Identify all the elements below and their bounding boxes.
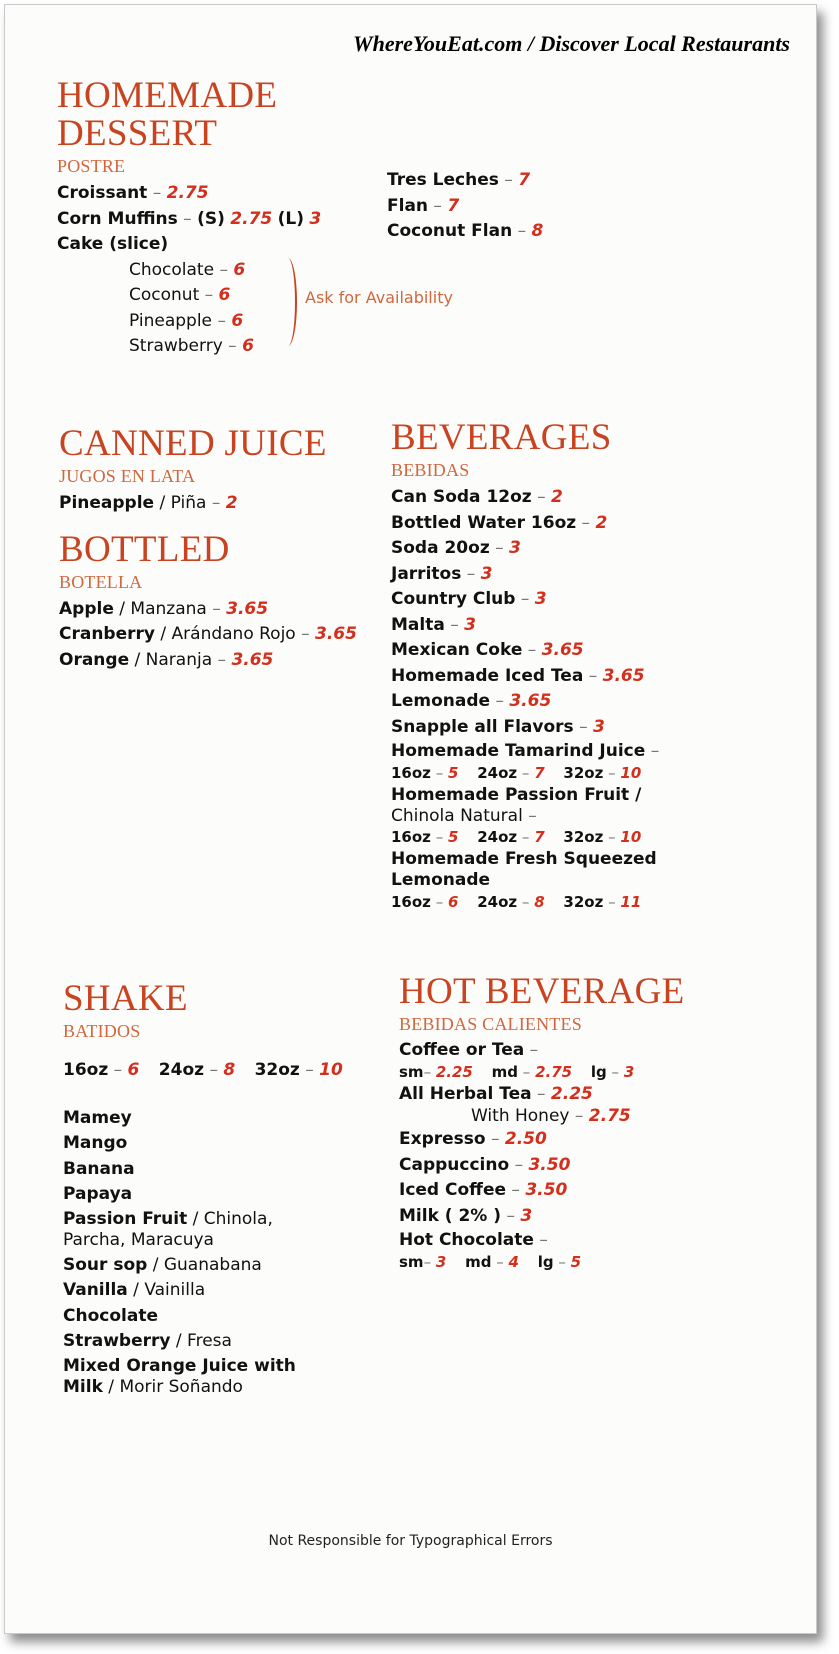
menu-item: Cappuccino – 3.50 — [399, 1154, 571, 1175]
cake-flavor: Chocolate – 6 — [129, 259, 246, 280]
site-watermark: WhereYouEat.com / Discover Local Restaurants — [353, 31, 790, 56]
menu-item: Country Club – 3 — [391, 589, 547, 609]
hot-beverage-subtitle: BEBIDAS CALIENTES — [399, 1014, 582, 1034]
availability-note: Ask for Availability — [305, 287, 453, 307]
shake-section — [63, 980, 343, 1397]
dessert-column-right — [387, 168, 543, 245]
menu-item: Snapple all Flavors – 3 — [391, 716, 605, 737]
canned-juice-title: CANNED JUICE — [59, 423, 327, 464]
beverages-title: BEVERAGES — [391, 417, 612, 458]
menu-item: Lemonade — [391, 870, 491, 890]
menu-item: With Honey – 2.75 — [471, 1106, 631, 1126]
menu-item: Flan – 7 — [387, 195, 460, 216]
shake-flavor: Milk / Morir Soñando — [63, 1376, 243, 1397]
shake-flavor: Vanilla / Vainilla — [63, 1280, 206, 1300]
shake-flavor: Mamey — [63, 1107, 132, 1128]
shake-flavor: Papaya — [63, 1184, 133, 1204]
cake-flavor: Strawberry – 6 — [129, 336, 254, 356]
menu-item: Homemade Tamarind Juice – — [391, 741, 660, 761]
menu-item: Milk ( 2% ) – 3 — [399, 1205, 533, 1226]
menu-item: Jarritos – 3 — [391, 563, 493, 584]
size-prices: sm– 2.25 md – 2.75 lg – 3 — [399, 1063, 635, 1081]
menu-item: Lemonade – 3.65 — [391, 691, 552, 711]
menu-item: Homemade Iced Tea – 3.65 — [391, 665, 645, 686]
shake-flavor: Passion Fruit / Chinola, — [63, 1208, 273, 1229]
shake-flavor: Strawberry / Fresa — [63, 1331, 232, 1351]
canned-juice-section — [59, 425, 357, 673]
cake-flavor: Coconut – 6 — [129, 285, 231, 305]
beverages-subtitle: BEBIDAS — [391, 460, 470, 480]
menu-item: Cake (slice) — [57, 234, 169, 254]
shake-flavor: Mixed Orange Juice with — [63, 1355, 296, 1376]
menu-item: Coffee or Tea – — [399, 1040, 539, 1060]
shake-flavor: Mango — [63, 1133, 128, 1153]
hot-beverage-section — [399, 973, 685, 1273]
menu-item: Expresso – 2.50 — [399, 1129, 547, 1149]
size-prices: 16oz – 6 24oz – 8 32oz – 11 — [391, 893, 642, 911]
menu-item: Tres Leches – 7 — [387, 170, 531, 190]
cake-flavors — [57, 258, 453, 360]
menu-item: All Herbal Tea – 2.25 — [399, 1084, 593, 1104]
menu-item: Pineapple / Piña – 2 — [59, 493, 238, 513]
shake-flavor: Sour sop / Guanabana — [63, 1254, 262, 1275]
menu-item: Iced Coffee – 3.50 — [399, 1180, 568, 1200]
menu-item: Homemade Fresh Squeezed — [391, 849, 657, 869]
menu-item: Cranberry / Arándano Rojo – 3.65 — [59, 624, 357, 644]
menu-item: Soda 20oz – 3 — [391, 538, 521, 558]
disclaimer-footer: Not Responsible for Typographical Errors — [268, 1533, 553, 1549]
dessert-title-line1: HOMEMADE — [57, 75, 278, 116]
menu-item: Hot Chocolate – — [399, 1230, 548, 1250]
shake-flavor: Banana — [63, 1158, 135, 1179]
shake-flavor: Chocolate — [63, 1305, 158, 1326]
cake-flavor: Pineapple – 6 — [129, 310, 244, 331]
beverages-section — [391, 419, 659, 914]
menu-item: Homemade Passion Fruit / — [391, 785, 642, 805]
size-prices: sm– 3 md – 4 lg – 5 — [399, 1253, 582, 1271]
shake-subtitle: BATIDOS — [63, 1021, 141, 1041]
hot-beverage-title: HOT BEVERAGE — [399, 971, 685, 1012]
dessert-title-line2: DESSERT — [57, 113, 218, 154]
shake-title: SHAKE — [63, 978, 188, 1019]
bottled-title: BOTTLED — [59, 528, 230, 570]
menu-item: Mexican Coke – 3.65 — [391, 640, 584, 660]
size-prices: 16oz – 6 24oz – 8 32oz – 10 — [63, 1060, 343, 1080]
menu-item: Croissant – 2.75 — [57, 183, 209, 203]
menu-item: Malta – 3 — [391, 614, 476, 635]
menu-item: Apple / Manzana – 3.65 — [59, 598, 269, 619]
menu-item: Orange / Naranja – 3.65 — [59, 649, 274, 670]
canned-juice-subtitle: JUGOS EN LATA — [59, 466, 196, 486]
bottled-subtitle: BOTELLA — [59, 571, 143, 592]
menu-item: Coconut Flan – 8 — [387, 221, 544, 241]
menu-item: Can Soda 12oz – 2 — [391, 487, 563, 507]
menu-page — [4, 4, 817, 1634]
menu-item-spanish: Chinola Natural – — [391, 806, 537, 826]
size-prices: 16oz – 5 24oz – 7 32oz – 10 — [391, 828, 642, 846]
menu-item: Corn Muffins – (S) 2.75 (L) 3 — [57, 208, 322, 229]
brace-icon — [279, 258, 297, 346]
dessert-subtitle: POSTRE — [57, 156, 126, 176]
shake-flavor-spanish: Parcha, Maracuya — [63, 1229, 214, 1250]
menu-item: Bottled Water 16oz – 2 — [391, 512, 608, 533]
size-prices: 16oz – 5 24oz – 7 32oz – 10 — [391, 764, 642, 782]
